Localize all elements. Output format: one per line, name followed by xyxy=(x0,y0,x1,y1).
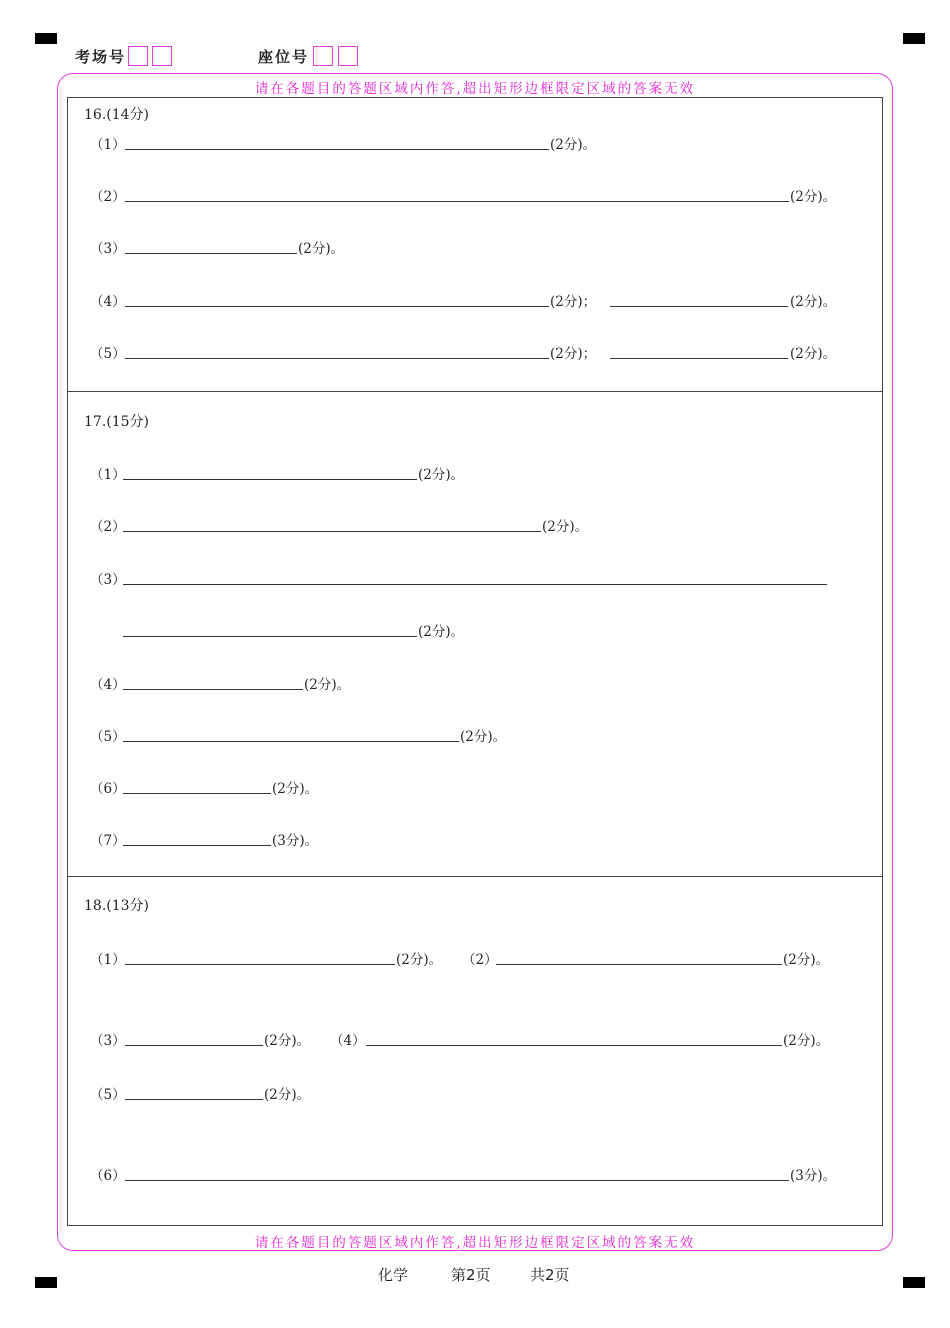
q16-part-2-label: （2） xyxy=(90,189,126,205)
q18-part-6-answer-line[interactable] xyxy=(125,1180,789,1181)
q16-part-1-answer-line[interactable] xyxy=(125,149,549,150)
q17-part-7-label: （7） xyxy=(90,833,126,849)
q17-part-5-score: (2分)。 xyxy=(460,729,507,745)
q17-part-3-answer-line-b[interactable] xyxy=(123,636,417,637)
q18-part-4-score: (2分)。 xyxy=(783,1033,830,1049)
q17-part-6-answer-line[interactable] xyxy=(123,793,271,794)
registration-mark-bottom-right xyxy=(903,1277,925,1288)
exam-room-label: 考场号 xyxy=(75,48,127,66)
q16-part-5-label: （5） xyxy=(90,346,126,362)
q16-part-3-label: （3） xyxy=(90,241,126,257)
footer-page-number: 第2页 xyxy=(451,1266,491,1284)
q16-part-3-score: (2分)。 xyxy=(298,241,345,257)
footer-subject: 化学 xyxy=(378,1266,409,1284)
q17-part-4-score: (2分)。 xyxy=(304,677,351,693)
q16-part-4-answer-line-b[interactable] xyxy=(610,306,788,307)
q17-part-7-answer-line[interactable] xyxy=(123,845,271,846)
q18-part-3-answer-line[interactable] xyxy=(125,1045,263,1046)
q17-part-3-answer-line-a[interactable] xyxy=(123,584,827,585)
q17-part-3-score: (2分)。 xyxy=(418,624,465,640)
exam-room-box-2[interactable] xyxy=(152,46,172,66)
q18-part-4-answer-line[interactable] xyxy=(366,1045,782,1046)
q16-part-5-score-a: (2分)； xyxy=(550,346,597,362)
q16-part-3-answer-line[interactable] xyxy=(125,253,297,254)
q17-part-2-score: (2分)。 xyxy=(542,519,589,535)
q16-part-4-answer-line-a[interactable] xyxy=(125,306,549,307)
q18-part-5-answer-line[interactable] xyxy=(125,1099,263,1100)
q17-part-4-answer-line[interactable] xyxy=(123,689,303,690)
q17-part-6-label: （6） xyxy=(90,781,126,797)
q16-part-1-score: (2分)。 xyxy=(550,137,597,153)
q16-part-5-score-b: (2分)。 xyxy=(790,346,837,362)
q17-part-6-score: (2分)。 xyxy=(272,781,319,797)
q17-part-1-answer-line[interactable] xyxy=(123,479,417,480)
q18-part-3-label: （3） xyxy=(90,1033,126,1049)
q16-part-2-answer-line[interactable] xyxy=(125,201,789,202)
q18-part-6-label: （6） xyxy=(90,1168,126,1184)
q17-part-1-score: (2分)。 xyxy=(418,467,465,483)
question-16-box xyxy=(67,97,883,392)
question-16-title: 16.(14分) xyxy=(84,107,150,123)
q18-part-3-score: (2分)。 xyxy=(264,1033,311,1049)
q18-part-2-score: (2分)。 xyxy=(783,952,830,968)
q18-part-1-score: (2分)。 xyxy=(396,952,443,968)
q18-part-6-score: (3分)。 xyxy=(790,1168,837,1184)
q16-part-2-score: (2分)。 xyxy=(790,189,837,205)
q16-part-4-score-b: (2分)。 xyxy=(790,294,837,310)
q18-part-2-answer-line[interactable] xyxy=(496,964,782,965)
q16-part-4-score-a: (2分)； xyxy=(550,294,597,310)
registration-mark-top-left xyxy=(35,33,57,44)
q18-part-2-label: （2） xyxy=(462,952,498,968)
seat-box-1[interactable] xyxy=(313,46,333,66)
q17-part-3-label: （3） xyxy=(90,572,126,588)
exam-room-box-1[interactable] xyxy=(128,46,148,66)
question-18-title: 18.(13分) xyxy=(84,898,150,914)
q16-part-5-answer-line-b[interactable] xyxy=(610,358,788,359)
seat-box-2[interactable] xyxy=(338,46,358,66)
q18-part-5-label: （5） xyxy=(90,1087,126,1103)
q18-part-1-label: （1） xyxy=(90,952,126,968)
q17-part-4-label: （4） xyxy=(90,677,126,693)
q17-part-1-label: （1） xyxy=(90,467,126,483)
q18-part-1-answer-line[interactable] xyxy=(125,964,395,965)
question-18-box xyxy=(67,876,883,1226)
q16-part-5-answer-line-a[interactable] xyxy=(125,358,549,359)
q16-part-4-label: （4） xyxy=(90,294,126,310)
notice-top: 请在各题目的答题区域内作答,超出矩形边框限定区域的答案无效 xyxy=(254,81,696,97)
footer-total-pages: 共2页 xyxy=(530,1266,570,1284)
q17-part-5-answer-line[interactable] xyxy=(123,741,459,742)
question-17-title: 17.(15分) xyxy=(84,414,150,430)
q17-part-2-answer-line[interactable] xyxy=(123,531,541,532)
q17-part-5-label: （5） xyxy=(90,729,126,745)
q18-part-5-score: (2分)。 xyxy=(264,1087,311,1103)
q17-part-7-score: (3分)。 xyxy=(272,833,319,849)
q18-part-4-label: （4） xyxy=(330,1033,366,1049)
registration-mark-bottom-left xyxy=(35,1277,57,1288)
q16-part-1-label: （1） xyxy=(90,137,126,153)
seat-label: 座位号 xyxy=(258,48,310,66)
question-17-box xyxy=(67,391,883,877)
notice-bottom: 请在各题目的答题区域内作答,超出矩形边框限定区域的答案无效 xyxy=(254,1235,696,1251)
registration-mark-top-right xyxy=(903,33,925,44)
q17-part-2-label: （2） xyxy=(90,519,126,535)
